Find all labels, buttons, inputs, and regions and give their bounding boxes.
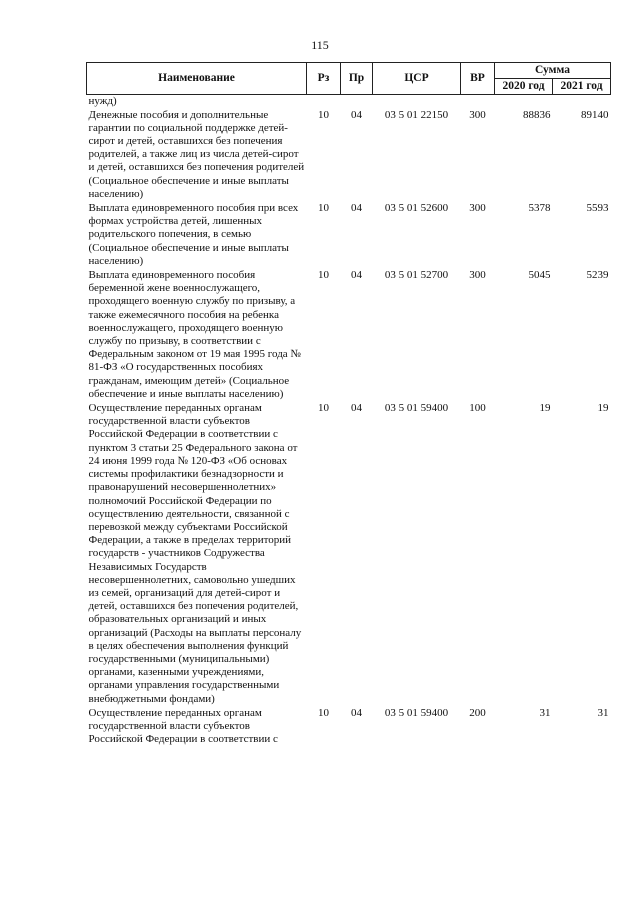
row-name: Выплата единовременного пособия беременной жене военнослужащего, проходящего военную службу по призыву, а также ежемесячного пособия на ребенка военнослужащего, проходящего военную службу по призыву, в соответствии с Федеральным законом от 19 мая 1995 года № 81-ФЗ «О государственных пособиях гражданам, имеющим детей» (Социальное обеспечение и иные выплаты населению) bbox=[88, 269, 301, 400]
row-csr: 03 5 01 52600 bbox=[384, 202, 449, 215]
page-number: 115 bbox=[311, 38, 329, 52]
row-sum-2020: 19 bbox=[539, 402, 551, 415]
header-year-2021: 2021 год bbox=[553, 79, 611, 95]
row-pr: 04 bbox=[351, 108, 362, 121]
row-rz: 10 bbox=[318, 402, 329, 415]
table-row-continuation bbox=[87, 95, 611, 109]
row-sum-2020: 88836 bbox=[523, 108, 551, 121]
row-vr: 300 bbox=[469, 108, 486, 121]
row-sum-2021: 19 bbox=[597, 402, 609, 415]
row-rz: 10 bbox=[318, 269, 329, 282]
row-sum-2021: 89140 bbox=[581, 108, 609, 121]
row-sum-2020: 31 bbox=[539, 706, 551, 719]
row-csr: 03 5 01 52700 bbox=[384, 269, 449, 282]
budget-table bbox=[86, 62, 611, 747]
header-vr: ВР bbox=[461, 63, 495, 95]
row-pr: 04 bbox=[351, 202, 362, 215]
row-pr: 04 bbox=[351, 269, 362, 282]
row-sum-2021: 5239 bbox=[586, 269, 609, 282]
row-csr: 03 5 01 59400 bbox=[384, 402, 449, 415]
table-row bbox=[87, 707, 611, 748]
header-name: Наименование bbox=[87, 63, 307, 95]
row-csr: 03 5 01 22150 bbox=[384, 108, 449, 121]
row-sum-2021: 5593 bbox=[586, 202, 609, 215]
header-pr: Пр bbox=[341, 63, 373, 95]
header-year-2020: 2020 год bbox=[495, 79, 553, 95]
row-vr: 300 bbox=[469, 269, 486, 282]
table-row bbox=[87, 202, 611, 269]
row-vr: 100 bbox=[469, 402, 486, 415]
table-row bbox=[87, 269, 611, 402]
row-sum-2021: 31 bbox=[597, 706, 609, 719]
table-body bbox=[87, 95, 611, 747]
row-pr: 04 bbox=[351, 402, 362, 415]
row-rz: 10 bbox=[318, 108, 329, 121]
row-pr: 04 bbox=[351, 706, 362, 719]
row-vr: 300 bbox=[469, 202, 486, 215]
table-row bbox=[87, 109, 611, 202]
header-csr: ЦСР bbox=[373, 63, 461, 95]
row-vr: 200 bbox=[469, 706, 486, 719]
row-name: Денежные пособия и дополнительные гарантии по социальной поддержке детей-сирот и детей, оставшихся без попечения родителей, а также лиц из числа детей-сирот и детей, оставшихся без попечения родителей (Социальное обеспечение и иные выплаты населению) bbox=[88, 108, 305, 200]
continuation-text: нужд) bbox=[88, 95, 117, 108]
table-header bbox=[87, 63, 611, 95]
row-rz: 10 bbox=[318, 202, 329, 215]
row-name: Осуществление переданных органам государственной власти субъектов Российской Федерации в соответствии с пунктом 3 статьи 25 Федерального закона от 24 июня 1999 года № 120-ФЗ «Об основах системы профилактики безнадзорности и правонарушений несовершеннолетних» полномочий Российской Федерации по осуществлению деятельности, связанной с перевозкой между субъектами Российской Федерации, а также в пределах территорий государств - участников Содружества Независимых Государств несовершеннолетних, самовольно ушедших из семей, организаций для детей-сирот и детей, оставшихся без попечения родителей, образовательных организаций и иных организаций (Расходы на выплаты персоналу в целях обеспечения выполнения функций государственными (муниципальными) органами, казенными учреждениями, органами управления государственными внебюджетными фондами) bbox=[88, 402, 302, 705]
row-rz: 10 bbox=[318, 706, 329, 719]
row-sum-2020: 5045 bbox=[528, 269, 551, 282]
row-sum-2020: 5378 bbox=[528, 202, 551, 215]
row-name: Выплата единовременного пособия при всех формах устройства детей, лишенных родительского попечения, в семью (Социальное обеспечение и иные выплаты населению) bbox=[88, 202, 299, 267]
header-rz: Рз bbox=[307, 63, 341, 95]
table-row bbox=[87, 402, 611, 707]
row-name: Осуществление переданных органам государственной власти субъектов Российской Федерации в соответствии с bbox=[88, 706, 278, 746]
header-sum: Сумма bbox=[495, 63, 611, 79]
row-csr: 03 5 01 59400 bbox=[384, 706, 449, 719]
